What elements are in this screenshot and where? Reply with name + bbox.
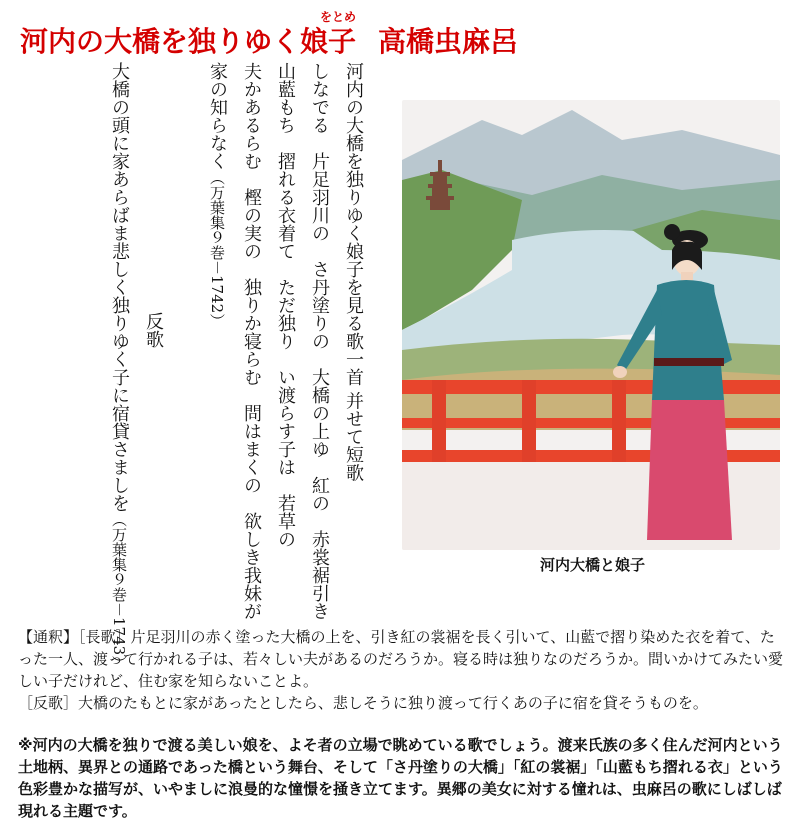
explanation-tsuushaku: 【通釈】［長歌］片足羽川の赤く塗った大橋の上を、引き紅の裳裾を長く引いて、山藍で摺り染めた衣を着て、たった一人、渡って行かれる子は、若々しい夫があるのだろうか。寝る時は独りなのだろうか。問いかけてみたい愛しい子だけれど、住む家を知らないことよ。 <box>18 628 784 690</box>
poem-citation-long: （万葉集９巻－1742） <box>208 170 226 329</box>
poem-line-4 <box>200 62 234 612</box>
poem-line-4-text: 家の知らなく <box>207 62 228 170</box>
poem-gap <box>170 62 200 612</box>
poem-line-2: 山藍もち 摺れる衣着て ただ独り い渡らす子は 若草の <box>275 62 296 548</box>
painting-illustration <box>402 100 780 550</box>
poem-heading: 河内の大橋を独りゆく娘子を見る歌一首 并せて短歌 <box>343 62 364 482</box>
hanka-text: 大橋の頭に家あらばま悲しく独りゆく子に宿貸さましを <box>109 62 130 512</box>
title-author: 高橋虫麻呂 <box>378 25 519 58</box>
page-title <box>20 10 518 60</box>
explanation-note: ※河内の大橋を独りで渡る美しい娘を、よそ者の立場で眺めている歌でしょう。渡来氏族の多く住んだ河内という土地柄、異界との通路であった橋という舞台、そして「さ丹塗りの大橋」「紅の裳裾」「山藍もち摺れる衣」という色彩豊かな描写が、いやましに浪曼的な憧憬を掻き立てます。異郷の美女に対する憧れは、虫麻呂の歌にしばしば現れる主題です。 <box>18 736 783 820</box>
bridge-painting <box>402 100 780 550</box>
title-ruby: をとめ <box>320 10 357 24</box>
explanation-block <box>18 626 788 822</box>
poem-vertical <box>40 62 370 671</box>
title-main: 河内の大橋を独りゆく娘子 <box>20 25 357 58</box>
explanation-hanka: ［反歌］大橋のたもとに家があったとしたら、悲しそうに独り渡って行くあの子に宿を貸そうものを。 <box>18 694 708 712</box>
poem-line-3: 夫かあるらむ 樫の実の 独りか寝らむ 問はまくの 欲しき我妹が <box>241 62 262 620</box>
poem-citation-hanka: （万葉集９巻－1743） <box>110 512 128 671</box>
hanka-label-text: 反歌 <box>143 312 164 348</box>
hanka-label <box>136 62 170 612</box>
poem-line-1: しなでる 片足羽川の さ丹塗りの 大橋の上ゆ 紅の 赤裳裾引き <box>309 62 330 620</box>
painting-caption: 河内大橋と娘子 <box>540 556 646 574</box>
hanka-line <box>102 62 136 671</box>
